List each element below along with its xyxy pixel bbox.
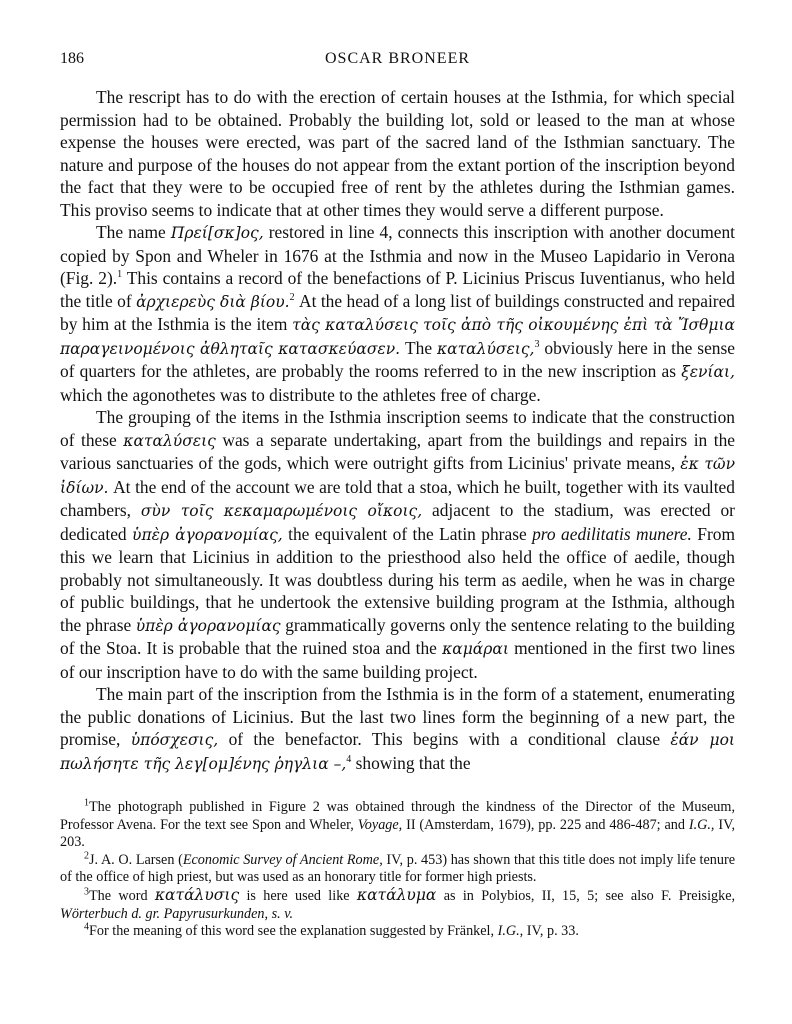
footnote-mark: 2	[84, 850, 89, 862]
greek-phrase: καταλύσεις	[123, 431, 216, 450]
greek-phrase: ξενίαι,	[681, 363, 735, 381]
greek-phrase: ὑπὲρ ἀγορανομίας	[135, 616, 281, 635]
p2-s6: obviously here in the sense of quarters for the athletes, are probably the rooms referred to in the new inscription as	[60, 337, 735, 381]
footnote-2	[60, 852, 735, 887]
p2-s5: The	[405, 337, 433, 358]
p2-s1: The name	[96, 222, 166, 242]
paragraph-2	[60, 221, 735, 406]
paragraph-1	[60, 86, 735, 221]
footnote-mark: 4	[84, 921, 89, 933]
footnote-mark: 1	[84, 797, 89, 809]
greek-phrase: καμάραι	[442, 640, 509, 658]
p3-s5: the equivalent of the Latin phrase	[288, 523, 527, 544]
fn1-text3: IV, 203.	[60, 816, 736, 851]
page-header	[60, 50, 735, 76]
p3-s4: adjacent to the stadium, was erected or dedicated	[60, 500, 735, 544]
p3-s7: grammatically governs only the sentence relating to the building of the Stoa. It is probable that the ruined stoa and the	[60, 614, 735, 658]
p3-s3: At the end of the account we are told that a stoa, which he built, together with its vaulted chambers,	[60, 476, 735, 520]
greek-phrase: τὰς καταλύσεις τοῖς ἀπὸ τῆς οἰκουμένης ἐπὶ τὰ Ἴσθμια παραγεινομένοις ἀθληταῖς κατασκεύασεν.	[60, 316, 735, 358]
body-text	[60, 86, 735, 775]
fn4-text2: IV, p. 33.	[526, 923, 579, 940]
greek-phrase: καταλύσεις,	[436, 339, 535, 358]
footnote-ref[interactable]: 1	[117, 269, 123, 281]
p3-s2: was a separate undertaking, apart from the buildings and repairs in the various sanctuaries of the gods, which were outright gifts from Licinius' private means,	[60, 429, 735, 473]
fn2-text2: IV, p. 453) has shown that this title does not imply life tenure of the office of high priest, but was used as an honorary title for former high priests.	[60, 851, 735, 886]
footnote-ref[interactable]: 4	[346, 753, 352, 765]
running-head: OSCAR BRONEER	[324, 50, 471, 67]
greek-phrase: ἀρχιερεὺς διὰ βίου.	[136, 292, 290, 311]
p2-s3: This contains a record of the benefactions of P. Licinius Priscus Iuventianus, who held the title of	[60, 268, 735, 311]
footnote-ref[interactable]: 3	[534, 338, 540, 350]
greek-phrase: ὑπὲρ ἀγορανομίας,	[132, 525, 283, 544]
footnote-mark: 3	[84, 886, 89, 898]
page	[60, 50, 735, 941]
greek-phrase: ὑπόσχεσις,	[130, 731, 219, 749]
greek-phrase: κατάλυμα	[356, 885, 437, 904]
fn2-text: J. A. O. Larsen (	[89, 851, 183, 868]
fn3-text2: is here used like	[246, 887, 350, 904]
latin-phrase: pro aedilitatis munere.	[532, 523, 692, 544]
footnote-ref[interactable]: 2	[289, 291, 295, 303]
footnote-1	[60, 799, 735, 852]
fn4-abbrev: I.G.,	[497, 923, 524, 940]
footnote-4	[60, 923, 735, 941]
paragraph-3	[60, 406, 735, 683]
paragraph-4	[60, 683, 735, 775]
greek-phrase: Πρεί[σκ]ος,	[170, 224, 264, 242]
greek-phrase: ἐάν μοι πωλήσητε τῆς λεγ[ομ]ένης ῥηγλια –,	[60, 731, 735, 773]
p2-s4: At the head of a long list of buildings constructed and repaired by him at the Isthmia is the item	[60, 290, 736, 334]
footnote-3	[60, 887, 735, 923]
footnotes	[60, 799, 735, 941]
fn3-text: The word	[89, 887, 148, 904]
p2-s2: restored in line 4, connects this inscription with another document copied by Spon and Wheler in 1676 at the Isthmia and now in the Museo Lapidario in Verona (Fig. 2).	[60, 222, 735, 288]
p3-s6: From this we learn that Licinius in addition to the priesthood also held the office of aedile, though probably not simultaneously. It was doubtless during his term as aedile, when he was in charge of public buildings, that he undertook the extensive building program at the Isthmia, although the phrase	[60, 523, 735, 635]
fn1-text2: II (Amsterdam, 1679), pp. 225 and 486-487; and	[406, 816, 685, 833]
fn2-title: Economic Survey of Ancient Rome,	[182, 851, 383, 868]
p1-text: The rescript has to do with the erection of certain houses at the Isthmia, for which special permission had to be obtained. Probably the building lot, sold or leased to the man at whose expense the houses were erected, was part of the sacred land of the Isthmian sanctuary. The nature and purpose of the houses do not appear from the extant portion of the inscription beyond the fact that they were to be occupied free of rent by the athletes during the Isthmian games. This proviso seems to indicate that at other times they would serve a different purpose.	[60, 87, 735, 220]
fn1-abbrev: I.G.,	[688, 816, 715, 833]
p3-s1: The grouping of the items in the Isthmia inscription seems to indicate that the construction of these	[60, 407, 735, 450]
fn1-title: Voyage,	[357, 816, 403, 833]
p3-s8: mentioned in the first two lines of our inscription have to do with the same building project.	[60, 638, 735, 682]
p4-s3: showing that the	[355, 752, 471, 773]
p4-s2: of the benefactor. This begins with a conditional clause	[228, 729, 661, 749]
greek-phrase: ἐκ τῶν ἰδίων.	[60, 455, 735, 497]
fn1-text: The photograph published in Figure 2 was obtained through the kindness of the Director of the Museum, Professor Avena. For the text see Spon and Wheler,	[60, 799, 735, 833]
greek-phrase: κατάλυσις	[154, 885, 240, 904]
fn3-text3: as in Polybios, II, 15, 5; see also F. Preisigke,	[443, 887, 736, 904]
greek-phrase: σὺν τοῖς κεκαμαρωμένοις οἴκοις,	[140, 502, 423, 520]
fn4-text: For the meaning of this word see the explanation suggested by Fränkel,	[89, 923, 495, 940]
p4-s1: The main part of the inscription from the Isthmia is in the form of a statement, enumerating the public donations of Licinius. But the last two lines form the beginning of a new part, the promise,	[60, 684, 735, 749]
page-number: 186	[60, 50, 84, 67]
p2-s7: which the agonothetes was to distribute to the athletes free of charge.	[60, 384, 541, 405]
fn3-title: Wörterbuch d. gr. Papyrusurkunden, s. v.	[60, 905, 294, 922]
